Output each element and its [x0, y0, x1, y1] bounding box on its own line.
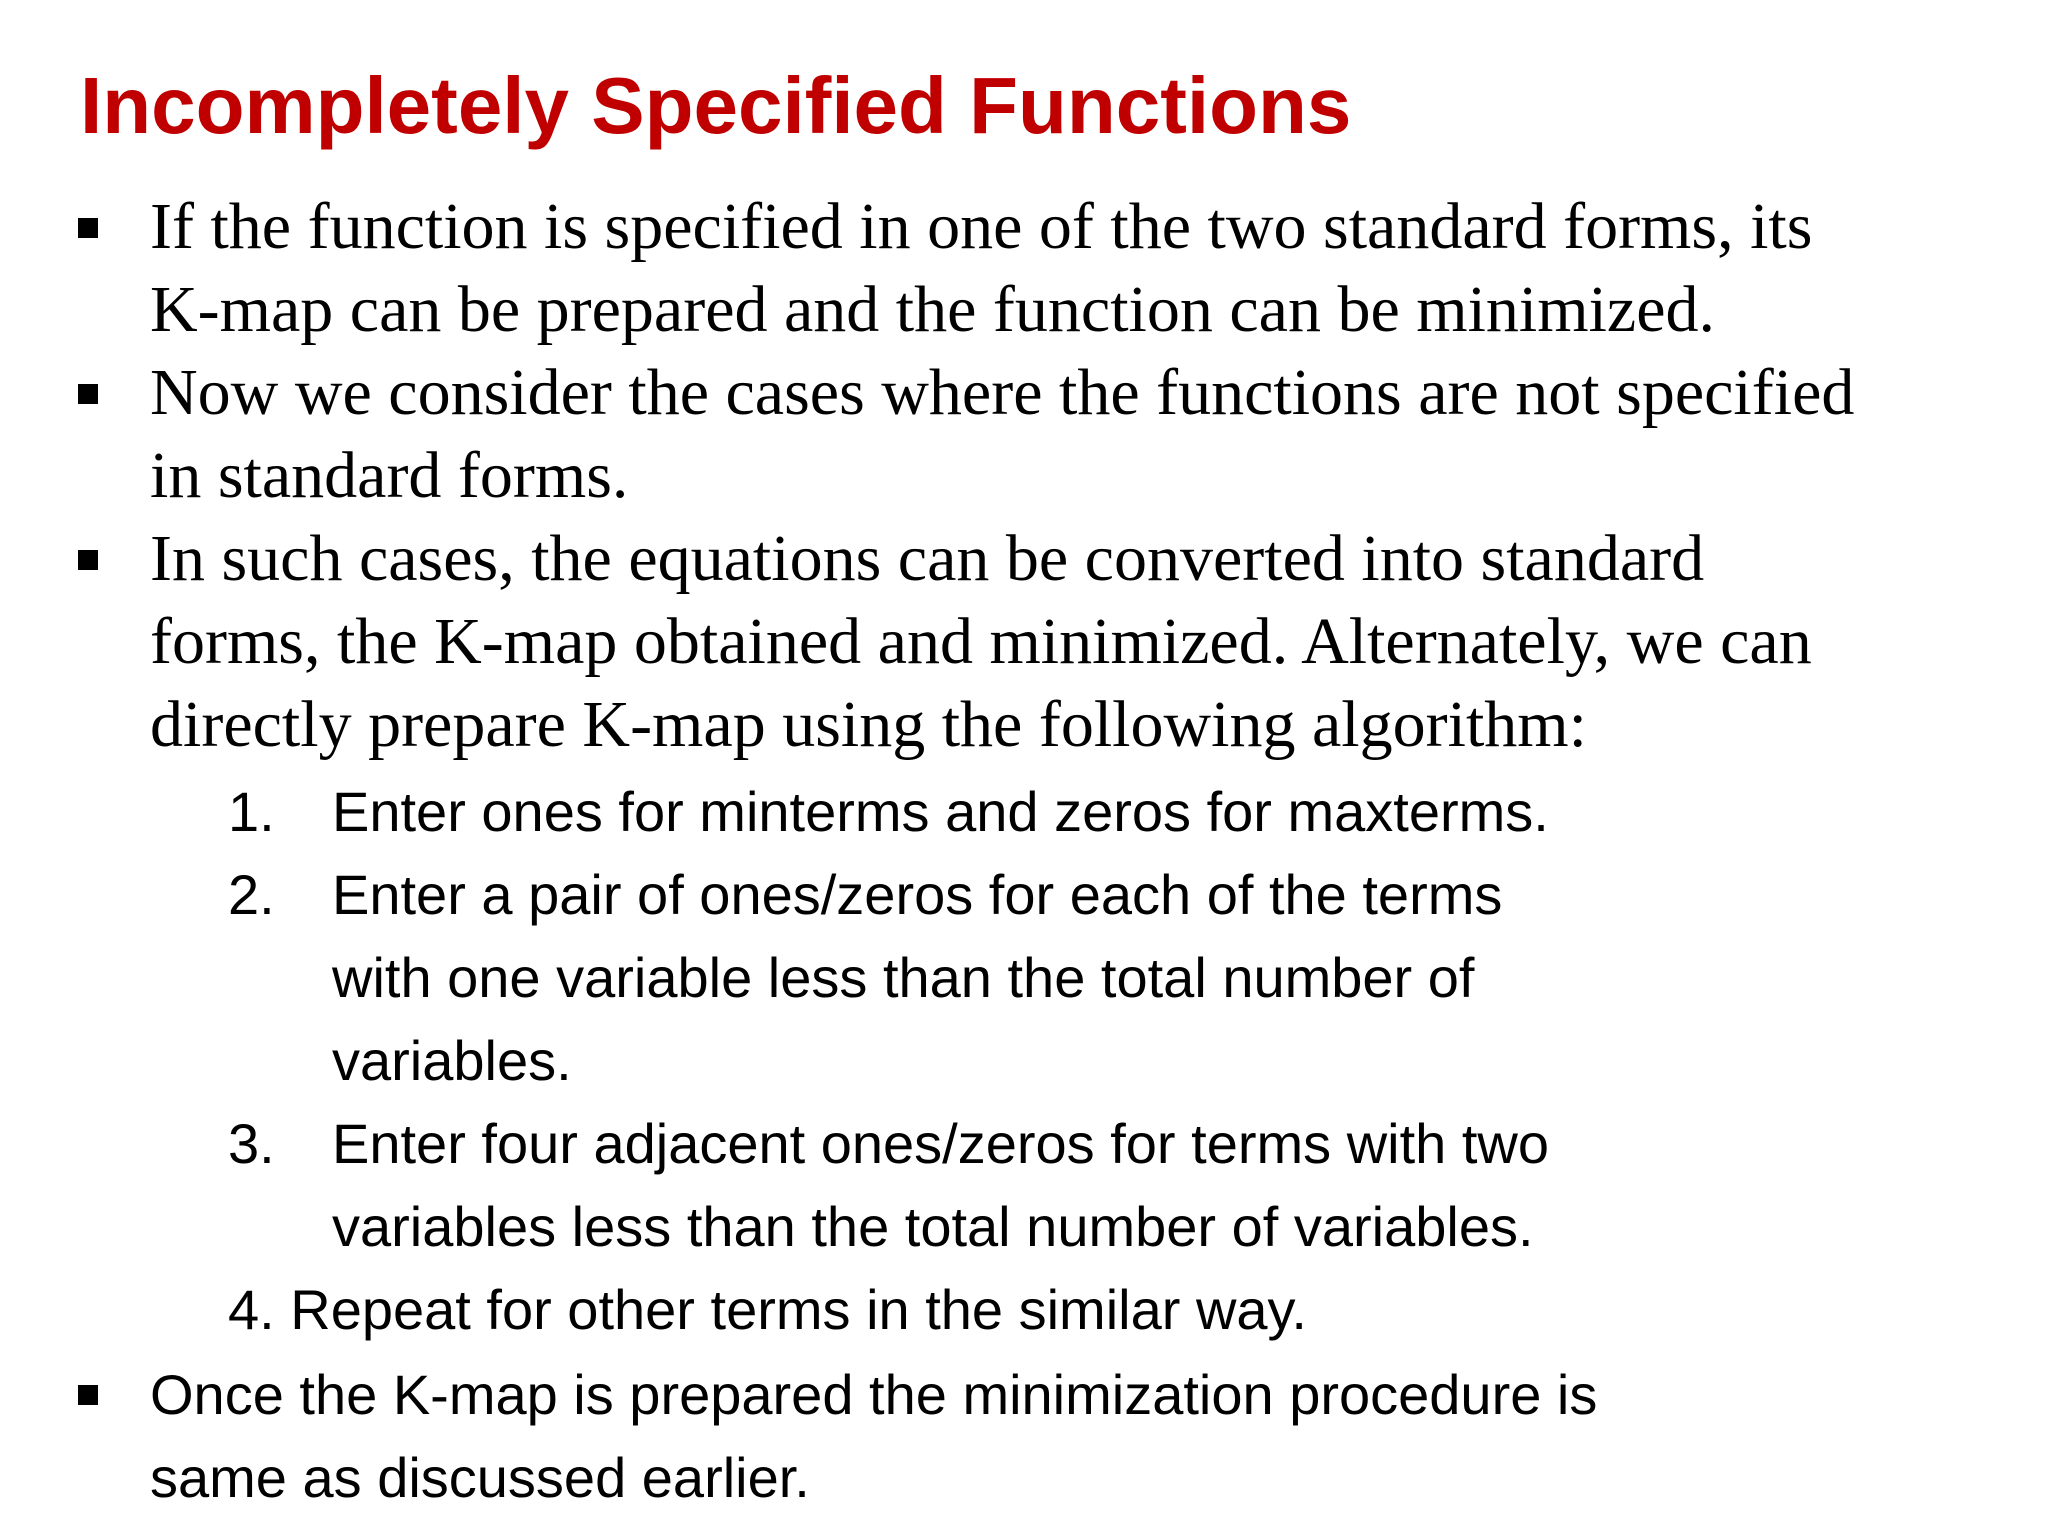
step-2-line-2: with one variable less than the total number of	[332, 946, 1475, 1009]
step-4-line-1: 4. Repeat for other terms in the similar way.	[228, 1278, 1307, 1341]
step-2-number: 2.	[228, 863, 275, 926]
square-bullet-icon	[78, 384, 98, 404]
step-3-line-2: variables less than the total number of variables.	[332, 1195, 1534, 1258]
square-bullet-icon	[78, 1385, 98, 1405]
square-bullet-icon	[78, 550, 98, 570]
step-2-line-3: variables.	[332, 1029, 572, 1092]
bullet-2-line-2: in standard forms.	[150, 439, 629, 512]
step-3-number: 3.	[228, 1112, 275, 1175]
bullet-1-line-1: If the function is specified in one of the two standard forms, its	[150, 190, 1813, 263]
bullet-3-line-1: In such cases, the equations can be converted into standard	[150, 522, 1705, 595]
final-bullet-line-2: same as discussed earlier.	[150, 1446, 810, 1509]
step-1-number: 1.	[228, 780, 275, 843]
square-bullet-icon	[78, 218, 98, 238]
bullet-3-line-2: forms, the K-map obtained and minimized. Alternately, we can	[150, 605, 1812, 678]
bullet-3-line-3: directly prepare K-map using the following algorithm:	[150, 688, 1587, 761]
step-1-line-1: Enter ones for minterms and zeros for maxterms.	[332, 780, 1549, 843]
final-bullet-line-1: Once the K-map is prepared the minimization procedure is	[150, 1363, 1598, 1426]
bullet-2-line-1: Now we consider the cases where the functions are not specified	[150, 356, 1855, 429]
bullet-1-line-2: K-map can be prepared and the function can be minimized.	[150, 273, 1716, 346]
slide-title: Incompletely Specified Functions	[80, 61, 1352, 150]
step-3-line-1: Enter four adjacent ones/zeros for terms with two	[332, 1112, 1549, 1175]
step-2-line-1: Enter a pair of ones/zeros for each of the terms	[332, 863, 1503, 926]
